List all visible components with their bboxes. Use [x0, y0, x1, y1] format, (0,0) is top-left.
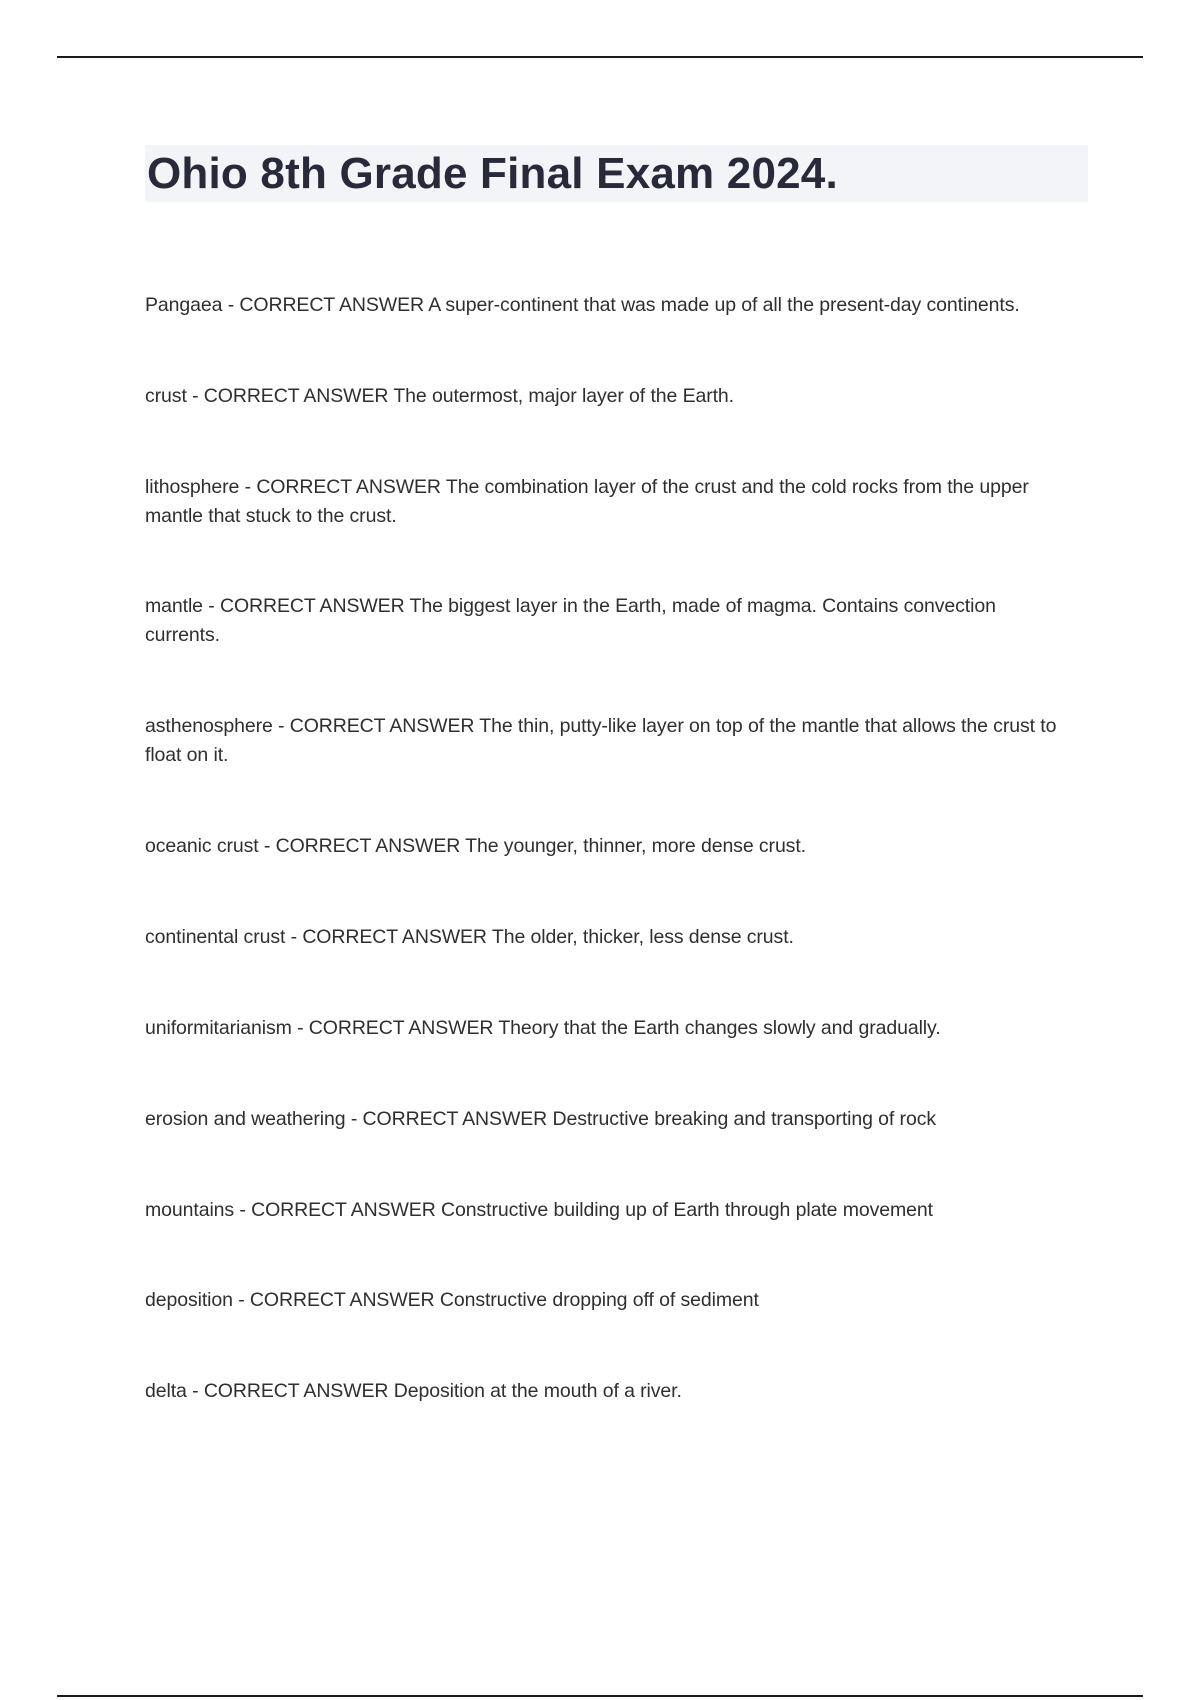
qa-entry-oceanic-crust: oceanic crust - CORRECT ANSWER The younger, thinner, more dense crust.: [145, 835, 806, 857]
qa-entry-mantle: mantle - CORRECT ANSWER The biggest layer in the Earth, made of magma. Contains convection currents.: [145, 595, 996, 646]
top-divider: [57, 56, 1143, 58]
qa-entry-asthenosphere: asthenosphere - CORRECT ANSWER The thin, putty-like layer on top of the mantle that allows the crust to float on it.: [145, 715, 1057, 766]
qa-entry-crust: crust - CORRECT ANSWER The outermost, major layer of the Earth.: [145, 385, 734, 407]
qa-entry-erosion-weathering: erosion and weathering - CORRECT ANSWER Destructive breaking and transporting of rock: [145, 1108, 936, 1130]
title-banner: [145, 145, 1088, 202]
qa-entry-deposition: deposition - CORRECT ANSWER Constructive dropping off of sediment: [145, 1289, 759, 1311]
page-title: Ohio 8th Grade Final Exam 2024.: [147, 148, 838, 198]
qa-entry-uniformitarianism: uniformitarianism - CORRECT ANSWER Theory that the Earth changes slowly and gradually.: [145, 1017, 941, 1039]
qa-entry-mountains: mountains - CORRECT ANSWER Constructive building up of Earth through plate movement: [145, 1199, 933, 1221]
qa-entry-pangaea: Pangaea - CORRECT ANSWER A super-continent that was made up of all the present-day continents.: [145, 294, 1020, 316]
qa-entry-continental-crust: continental crust - CORRECT ANSWER The older, thicker, less dense crust.: [145, 926, 794, 948]
bottom-divider: [57, 1695, 1143, 1697]
qa-entry-delta: delta - CORRECT ANSWER Deposition at the mouth of a river.: [145, 1380, 682, 1402]
qa-entry-lithosphere: lithosphere - CORRECT ANSWER The combination layer of the crust and the cold rocks from the upper mantle that stuck to the crust.: [145, 476, 1029, 527]
